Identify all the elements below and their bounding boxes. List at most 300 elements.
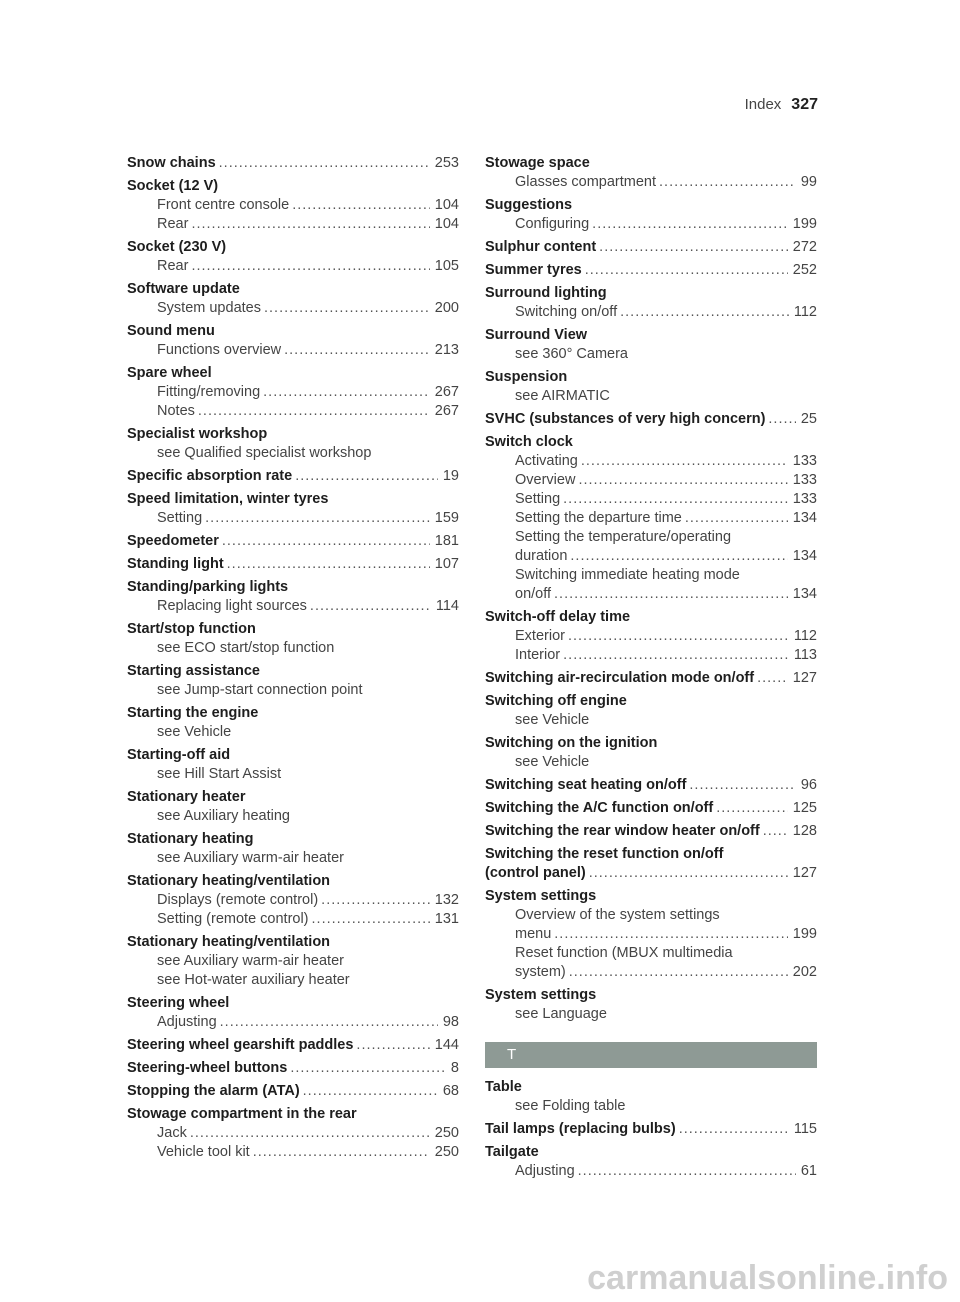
- index-heading: [127, 578, 459, 597]
- entry-label: Surround View: [485, 327, 588, 343]
- page-reference[interactable]: 133: [792, 472, 817, 488]
- index-heading: [127, 177, 459, 196]
- entry-label: Setting the temperature/operating: [515, 529, 732, 545]
- entry-label: Starting the engine: [127, 705, 259, 721]
- entry-label: Activating: [515, 453, 578, 469]
- index-entry: [485, 845, 817, 883]
- entry-label: Stowage compartment in the rear: [127, 1106, 357, 1122]
- index-subentry: [127, 383, 459, 402]
- index-heading: [127, 662, 459, 681]
- index-entry: [485, 776, 817, 795]
- index-entry: [127, 425, 459, 463]
- index-entry: [127, 532, 459, 551]
- entry-label: see Language: [515, 1006, 607, 1022]
- index-entry: [485, 261, 817, 280]
- leader-dots: [356, 1036, 429, 1055]
- index-entry: [485, 692, 817, 730]
- index-entry: [127, 1059, 459, 1078]
- index-subentry: [485, 566, 817, 585]
- index-heading: [485, 1120, 817, 1139]
- index-subentry: [127, 1124, 459, 1143]
- entry-label: see Hot-water auxiliary heater: [157, 972, 350, 988]
- index-subentry: [485, 753, 817, 772]
- index-entry: [127, 177, 459, 234]
- entry-label: Summer tyres: [485, 262, 582, 278]
- page-reference[interactable]: 250: [434, 1125, 459, 1141]
- section-letter-bar: T: [485, 1042, 817, 1068]
- entry-label: Adjusting: [515, 1163, 575, 1179]
- page-reference[interactable]: 112: [793, 628, 817, 644]
- entry-label: see Auxiliary warm-air heater: [157, 953, 344, 969]
- leader-dots: [689, 776, 795, 795]
- index-heading: [127, 425, 459, 444]
- index-heading: [127, 704, 459, 723]
- leader-dots: [585, 261, 788, 280]
- page-reference[interactable]: 125: [792, 800, 817, 816]
- leader-dots: [191, 215, 429, 234]
- index-entry: [127, 994, 459, 1032]
- leader-dots: [205, 509, 430, 528]
- leader-dots: [592, 215, 788, 234]
- leader-dots: [220, 1013, 438, 1032]
- leader-dots: [569, 963, 788, 982]
- entry-label: Switch clock: [485, 434, 573, 450]
- page-reference[interactable]: 199: [792, 216, 817, 232]
- index-entry: [485, 410, 817, 429]
- entry-label: Tail lamps (replacing bulbs): [485, 1121, 676, 1137]
- index-subentry: [485, 711, 817, 730]
- index-subentry: [485, 452, 817, 471]
- index-entry: [485, 238, 817, 257]
- entry-label: Steering wheel: [127, 995, 230, 1011]
- index-entry: [485, 608, 817, 665]
- index-subentry: [127, 444, 459, 463]
- index-heading: [127, 788, 459, 807]
- index-entry: [127, 322, 459, 360]
- index-subentry: [127, 196, 459, 215]
- entry-label: see Vehicle: [515, 754, 590, 770]
- index-heading: [485, 692, 817, 711]
- entry-label: Overview: [515, 472, 576, 488]
- index-entry: [485, 1143, 817, 1181]
- leader-dots: [198, 402, 430, 421]
- entry-label: Starting-off aid: [127, 747, 231, 763]
- leader-dots: [768, 410, 795, 429]
- page-reference[interactable]: 133: [792, 453, 817, 469]
- index-entry: [485, 986, 817, 1024]
- index-heading: [127, 238, 459, 257]
- index-entry: [127, 280, 459, 318]
- index-heading: [485, 734, 817, 753]
- index-heading: [485, 410, 817, 429]
- page-reference[interactable]: 133: [792, 491, 817, 507]
- page-reference[interactable]: 99: [800, 174, 817, 190]
- entry-label: System settings: [485, 888, 597, 904]
- page-reference[interactable]: 252: [792, 262, 817, 278]
- index-subentry: [485, 1097, 817, 1116]
- entry-label: see Qualified specialist workshop: [157, 445, 372, 461]
- entry-label: Surround lighting: [485, 285, 607, 301]
- page-reference[interactable]: 134: [792, 548, 817, 564]
- index-entry: [127, 467, 459, 486]
- index-subentry: [485, 471, 817, 490]
- index-heading: [485, 608, 817, 627]
- page-reference[interactable]: 127: [792, 865, 817, 881]
- index-subentry: [485, 1162, 817, 1181]
- page-reference[interactable]: 112: [793, 304, 817, 320]
- index-entry: [127, 746, 459, 784]
- index-column-left: [127, 154, 459, 1166]
- page-reference[interactable]: 181: [434, 533, 459, 549]
- index-entry: [485, 822, 817, 841]
- page-header: [745, 96, 818, 114]
- index-subentry: [127, 299, 459, 318]
- index-heading: [127, 280, 459, 299]
- entry-label: Socket (12 V): [127, 178, 219, 194]
- entry-label: see Folding table: [515, 1098, 626, 1114]
- entry-label: Reset function (MBUX multimedia: [515, 945, 733, 961]
- leader-dots: [578, 1162, 796, 1181]
- index-subentry: [485, 345, 817, 364]
- index-entry: [485, 326, 817, 364]
- index-heading: [127, 1105, 459, 1124]
- entry-label: Speedometer: [127, 533, 219, 549]
- index-subentry: [485, 963, 817, 982]
- index-heading: [485, 986, 817, 1005]
- entry-label: Tailgate: [485, 1144, 539, 1160]
- index-subentry: [127, 849, 459, 868]
- page-reference[interactable]: 202: [792, 964, 817, 980]
- entry-label: Exterior: [515, 628, 565, 644]
- entry-label: Switch-off delay time: [485, 609, 631, 625]
- index-heading: [485, 776, 817, 795]
- entry-label: Displays (remote control): [157, 892, 319, 908]
- index-entry: [127, 364, 459, 421]
- entry-label: Setting: [515, 491, 561, 507]
- index-subentry: [127, 1013, 459, 1032]
- entry-label: duration: [515, 548, 568, 564]
- index-heading: [127, 746, 459, 765]
- leader-dots: [263, 383, 430, 402]
- index-heading: [127, 154, 459, 173]
- entry-label: Adjusting: [157, 1014, 217, 1030]
- page-reference[interactable]: 134: [792, 510, 817, 526]
- index-heading: [127, 467, 459, 486]
- entry-label: Standing light: [127, 556, 224, 572]
- index-subentry: [127, 402, 459, 421]
- entry-label: Switching off engine: [485, 693, 627, 709]
- entry-label: Specialist workshop: [127, 426, 268, 442]
- page-reference[interactable]: 115: [793, 1121, 817, 1137]
- entry-label: Switching air-recirculation mode on/off: [485, 670, 755, 686]
- index-subentry: [127, 910, 459, 929]
- leader-dots: [599, 238, 788, 257]
- entry-label: Steering wheel gearshift paddles: [127, 1037, 354, 1053]
- index-heading: [127, 1059, 459, 1078]
- leader-dots: [589, 864, 788, 883]
- entry-label: Suggestions: [485, 197, 573, 213]
- leader-dots: [716, 799, 788, 818]
- index-subentry: [127, 952, 459, 971]
- entry-label: see AIRMATIC: [515, 388, 610, 404]
- index-subentry: [127, 639, 459, 658]
- entry-label: Stationary heater: [127, 789, 246, 805]
- leader-dots: [227, 555, 430, 574]
- index-entry: [485, 433, 817, 604]
- leader-dots: [568, 627, 789, 646]
- index-subentry: [485, 944, 817, 963]
- entry-label: Switching immediate heating mode: [515, 567, 740, 583]
- index-entry: [127, 490, 459, 528]
- index-heading: [485, 669, 817, 688]
- entry-label: see Auxiliary heating: [157, 808, 290, 824]
- index-heading: [127, 555, 459, 574]
- entry-label: Notes: [157, 403, 195, 419]
- leader-dots: [563, 646, 789, 665]
- page-reference[interactable]: 98: [442, 1014, 459, 1030]
- index-entry: [127, 154, 459, 173]
- leader-dots: [763, 822, 788, 841]
- page-reference[interactable]: 250: [434, 1144, 459, 1160]
- page-reference[interactable]: 272: [792, 239, 817, 255]
- index-subentry: [127, 723, 459, 742]
- entry-label: see Hill Start Assist: [157, 766, 282, 782]
- entry-label: see Vehicle: [515, 712, 590, 728]
- index-heading: [127, 364, 459, 383]
- index-subentry: [127, 765, 459, 784]
- index-subentry: [485, 509, 817, 528]
- index-entry: [485, 734, 817, 772]
- index-entry: [127, 788, 459, 826]
- page-reference[interactable]: 128: [792, 823, 817, 839]
- index-subentry: [127, 1143, 459, 1162]
- leader-dots: [253, 1143, 430, 1162]
- index-subentry: [127, 215, 459, 234]
- index-entry: [127, 1082, 459, 1101]
- page-reference[interactable]: 61: [800, 1163, 817, 1179]
- leader-dots: [264, 299, 430, 318]
- page-reference[interactable]: 8: [450, 1060, 459, 1076]
- page-reference[interactable]: 159: [434, 510, 459, 526]
- leader-dots: [295, 467, 438, 486]
- index-entry: [485, 799, 817, 818]
- page-reference[interactable]: 107: [434, 556, 459, 572]
- entry-label: system): [515, 964, 566, 980]
- index-entry: [127, 1036, 459, 1055]
- index-heading: [485, 261, 817, 280]
- entry-label: Functions overview: [157, 342, 282, 358]
- index-heading: [485, 433, 817, 452]
- page-reference[interactable]: 267: [434, 403, 459, 419]
- index-entry: [485, 368, 817, 406]
- index-heading: [127, 933, 459, 952]
- index-heading: [485, 845, 817, 864]
- leader-dots: [563, 490, 788, 509]
- leader-dots: [757, 669, 788, 688]
- entry-label: Jack: [157, 1125, 187, 1141]
- index-subentry: [485, 906, 817, 925]
- entry-label: Sulphur content: [485, 239, 597, 255]
- index-subentry: [485, 528, 817, 547]
- index-subentry: [485, 627, 817, 646]
- page-reference[interactable]: 131: [434, 911, 459, 927]
- entry-label: Glasses compartment: [515, 174, 657, 190]
- leader-dots: [659, 173, 796, 192]
- index-subentry: [485, 646, 817, 665]
- entry-label: Switching on/off: [515, 304, 618, 320]
- entry-label: Fitting/removing: [157, 384, 261, 400]
- index-subentry: [127, 971, 459, 990]
- index-subentry: [485, 925, 817, 944]
- leader-dots: [679, 1120, 789, 1139]
- page-reference[interactable]: 114: [435, 598, 459, 614]
- leader-dots: [620, 303, 789, 322]
- index-entry: [127, 620, 459, 658]
- leader-dots: [554, 925, 788, 944]
- index-heading: [485, 1143, 817, 1162]
- index-entry: [127, 662, 459, 700]
- page-reference[interactable]: 200: [434, 300, 459, 316]
- index-subentry: [485, 387, 817, 406]
- entry-label: see 360° Camera: [515, 346, 628, 362]
- entry-label: Table: [485, 1079, 522, 1095]
- index-subentry: [127, 681, 459, 700]
- page-reference[interactable]: 113: [793, 647, 817, 663]
- index-subentry: [127, 807, 459, 826]
- index-heading: [485, 326, 817, 345]
- leader-dots: [312, 910, 430, 929]
- entry-label: see Auxiliary warm-air heater: [157, 850, 344, 866]
- leader-dots: [570, 547, 787, 566]
- entry-label: see Jump-start connection point: [157, 682, 363, 698]
- page-reference[interactable]: 213: [434, 342, 459, 358]
- page-reference[interactable]: 253: [434, 155, 459, 171]
- index-heading: [485, 799, 817, 818]
- entry-label: Switching the rear window heater on/off: [485, 823, 760, 839]
- entry-label: Suspension: [485, 369, 568, 385]
- leader-dots: [191, 257, 429, 276]
- entry-label: Setting: [157, 510, 203, 526]
- leader-dots: [190, 1124, 430, 1143]
- index-heading: [485, 196, 817, 215]
- index-heading: [127, 620, 459, 639]
- page-reference[interactable]: 68: [442, 1083, 459, 1099]
- entry-label: Setting (remote control): [157, 911, 309, 927]
- index-entry: [127, 933, 459, 990]
- page-reference[interactable]: 104: [434, 216, 459, 232]
- leader-dots: [290, 1059, 446, 1078]
- index-heading: [485, 284, 817, 303]
- entry-label: Switching on the ignition: [485, 735, 658, 751]
- entry-label: Stowage space: [485, 155, 590, 171]
- index-subentry: [127, 257, 459, 276]
- entry-label: Switching the reset function on/off: [485, 846, 724, 862]
- entry-label: Replacing light sources: [157, 598, 307, 614]
- index-heading: [127, 1082, 459, 1101]
- index-heading: [127, 322, 459, 341]
- entry-label: Stationary heating/ventilation: [127, 873, 331, 889]
- index-heading: [485, 1078, 817, 1097]
- page-reference[interactable]: 19: [442, 468, 459, 484]
- leader-dots: [310, 597, 431, 616]
- entry-label: Specific absorption rate: [127, 468, 293, 484]
- index-subentry: [485, 585, 817, 604]
- page-reference[interactable]: 96: [800, 777, 817, 793]
- entry-label: Front centre console: [157, 197, 290, 213]
- page-reference[interactable]: 199: [792, 926, 817, 942]
- index-subentry: [485, 490, 817, 509]
- entry-label: Rear: [157, 216, 189, 232]
- page-reference[interactable]: 132: [434, 892, 459, 908]
- entry-label: Sound menu: [127, 323, 215, 339]
- entry-label: Socket (230 V): [127, 239, 227, 255]
- entry-label: Software update: [127, 281, 240, 297]
- leader-dots: [303, 1082, 438, 1101]
- index-entry: [485, 1078, 817, 1116]
- index-heading: [127, 830, 459, 849]
- index-entry: [127, 578, 459, 616]
- index-entry: [127, 1105, 459, 1162]
- index-heading: [485, 822, 817, 841]
- entry-label: Starting assistance: [127, 663, 260, 679]
- page-reference[interactable]: 144: [434, 1037, 459, 1053]
- entry-label: see ECO start/stop function: [157, 640, 335, 656]
- leader-dots: [685, 509, 788, 528]
- entry-label: Stationary heating: [127, 831, 254, 847]
- index-subentry: [127, 891, 459, 910]
- leader-dots: [321, 891, 430, 910]
- leader-dots: [222, 532, 430, 551]
- index-subentry: [485, 173, 817, 192]
- leader-dots: [581, 452, 788, 471]
- index-heading: [127, 994, 459, 1013]
- entry-label: Rear: [157, 258, 189, 274]
- index-heading: [485, 368, 817, 387]
- entry-label: Spare wheel: [127, 365, 212, 381]
- index-column-right: [485, 154, 817, 1185]
- page-reference[interactable]: 127: [792, 670, 817, 686]
- index-heading: [485, 887, 817, 906]
- page-number: 327: [791, 96, 818, 113]
- index-entry: [127, 830, 459, 868]
- watermark: carmanualsonline.info: [587, 1259, 948, 1297]
- index-entry: [485, 887, 817, 982]
- entry-label: Standing/parking lights: [127, 579, 289, 595]
- leader-dots: [284, 341, 430, 360]
- index-subentry: [485, 303, 817, 322]
- leader-dots: [554, 585, 788, 604]
- index-subentry: [485, 215, 817, 234]
- entry-label: Stationary heating/ventilation: [127, 934, 331, 950]
- page-reference[interactable]: 104: [434, 197, 459, 213]
- page-reference[interactable]: 105: [434, 258, 459, 274]
- leader-dots: [578, 471, 787, 490]
- index-subentry: [485, 547, 817, 566]
- page-reference[interactable]: 134: [792, 586, 817, 602]
- index-entry: [485, 154, 817, 192]
- entry-label: Setting the departure time: [515, 510, 682, 526]
- entry-label: System settings: [485, 987, 597, 1003]
- entry-label: (control panel): [485, 865, 586, 881]
- index-subentry: [127, 341, 459, 360]
- page-reference[interactable]: 25: [800, 411, 817, 427]
- entry-label: menu: [515, 926, 552, 942]
- page-reference[interactable]: 267: [434, 384, 459, 400]
- index-entry: [127, 872, 459, 929]
- index-entry: [485, 669, 817, 688]
- entry-label: Snow chains: [127, 155, 216, 171]
- leader-dots: [292, 196, 430, 215]
